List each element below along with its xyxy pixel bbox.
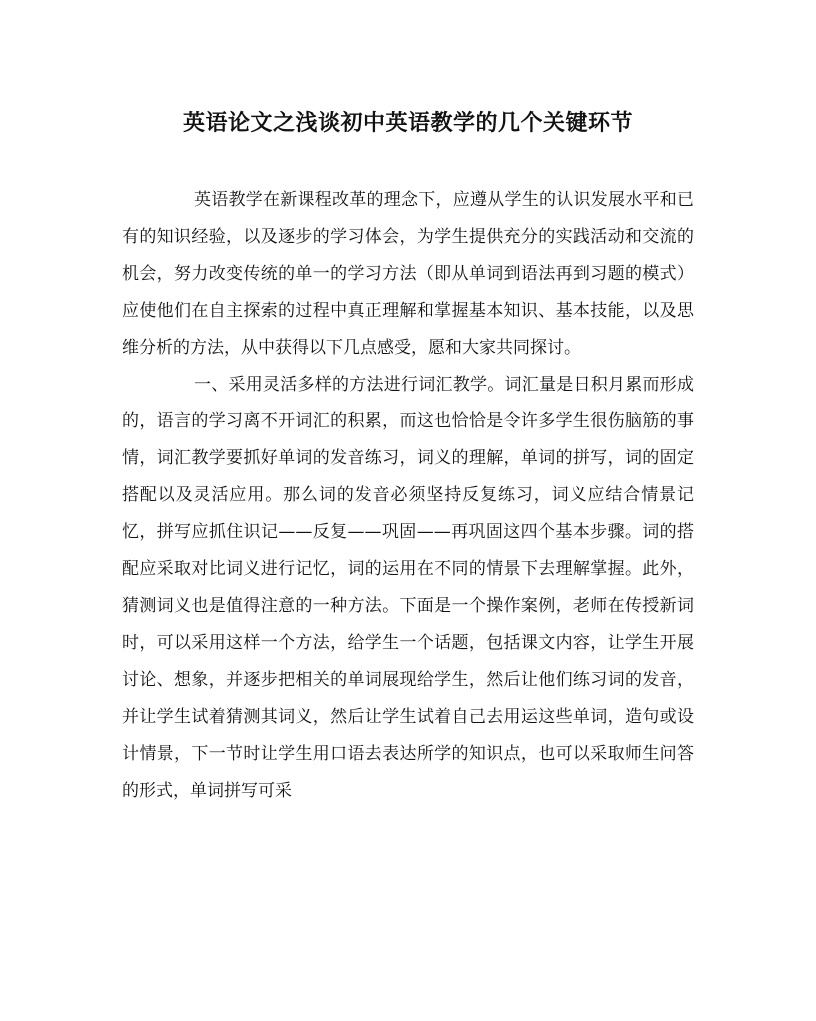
paragraph-intro: 英语教学在新课程改革的理念下，应遵从学生的认识发展水平和已有的知识经验，以及逐步的学习体会，为学生提供充分的实践活动和交流的机会，努力改变传统的单一的学习方法（即从单词到语法再到习题的模式）应使他们在自主探索的过程中真正理解和掌握基本知识、基本技能，以及思维分析的方法，从中获得以下几点感受，愿和大家共同探讨。 — [122, 190, 694, 358]
paragraph-vocabulary-teaching: 一、采用灵活多样的方法进行词汇教学。词汇量是日积月累而形成的，语言的学习离不开词汇的积累，而这也恰恰是令许多学生很伤脑筋的事情，词汇教学要抓好单词的发音练习，词义的理解，单词的拼写，词的固定搭配以及灵活应用。那么词的发音必须坚持反复练习，词义应结合情景记忆，拼写应抓住识记——反复——巩固——再巩固这四个基本步骤。词的搭配应采取对比词义进行记忆，词的运用在不同的情景下去理解掌握。此外，猜测词义也是值得注意的一种方法。下面是一个操作案例，老师在传授新词时，可以采用这样一个方法，给学生一个话题，包括课文内容，让学生开展讨论、想象，并逐步把相关的单词展现给学生，然后让他们练习词的发音，并让学生试着猜测其词义，然后让学生试着自己去用运这些单词，造句或设计情景，下一节时让学生用口语去表达所学的知识点，也可以采取师生问答的形式，单词拼写可采 — [122, 374, 694, 801]
document-body — [122, 182, 694, 809]
document-title: 英语论文之浅谈初中英语教学的几个关键环节 — [182, 110, 633, 136]
